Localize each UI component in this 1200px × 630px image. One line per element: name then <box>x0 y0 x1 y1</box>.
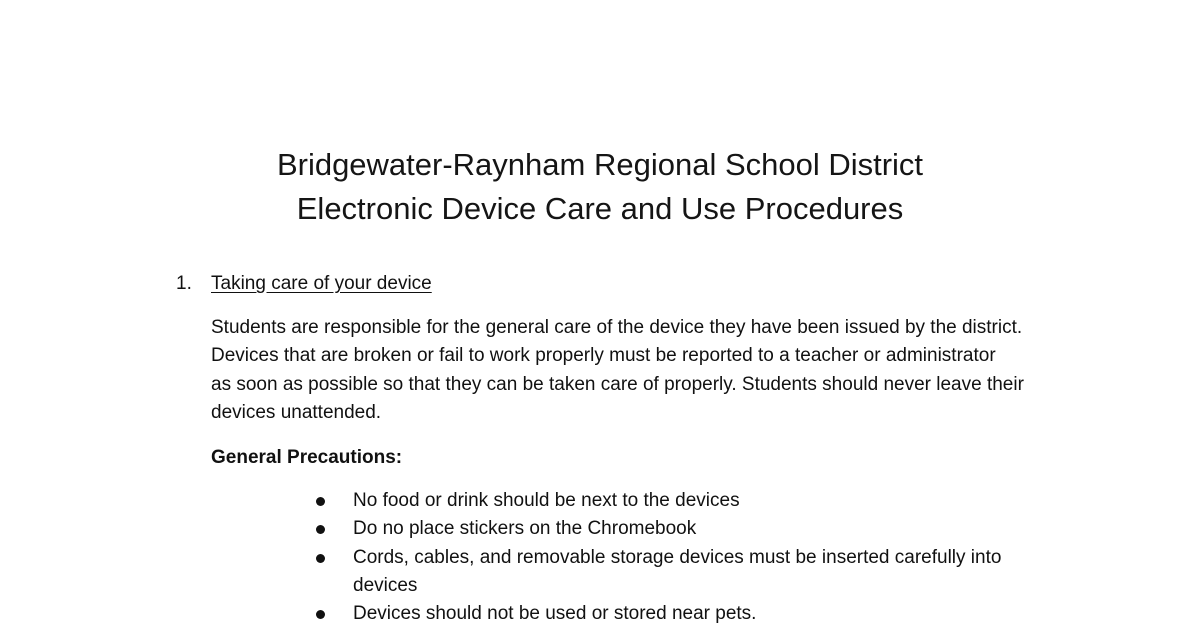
list-item-text: Do no place stickers on the Chromebook <box>353 518 697 540</box>
bullet-icon <box>316 554 325 563</box>
section-number: 1. <box>176 273 192 294</box>
title-line-1: Bridgewater-Raynham Regional School District <box>276 147 924 182</box>
list-item <box>313 515 1053 543</box>
precautions-heading: General Precautions: <box>211 447 403 468</box>
section-heading <box>176 270 432 298</box>
list-item-text: Devices should not be used or stored near pets. <box>353 603 757 625</box>
section-paragraph <box>211 314 1071 427</box>
precautions-list <box>313 487 1053 628</box>
list-item <box>313 600 1053 628</box>
list-item-text: Cords, cables, and removable storage devices must be inserted carefully into <box>353 546 1002 568</box>
list-item-text: devices <box>353 574 418 596</box>
paragraph-line: as soon as possible so that they can be taken care of properly. Students should never leave their <box>211 373 1024 395</box>
list-item <box>313 544 1053 601</box>
paragraph-line: devices unattended. <box>211 401 382 423</box>
list-item-text: No food or drink should be next to the devices <box>353 490 740 511</box>
document-title <box>0 143 1200 231</box>
bullet-icon <box>316 525 325 534</box>
section-title: Taking care of your device <box>211 273 432 294</box>
paragraph-line: Devices that are broken or fail to work properly must be reported to a teacher or administrator <box>211 345 996 367</box>
list-item <box>313 487 1053 515</box>
bullet-icon <box>316 610 325 619</box>
paragraph-line: Students are responsible for the general care of the device they have been issued by the district. <box>211 317 1023 338</box>
bullet-icon <box>316 497 325 506</box>
title-line-2: Electronic Device Care and Use Procedures <box>296 191 904 226</box>
